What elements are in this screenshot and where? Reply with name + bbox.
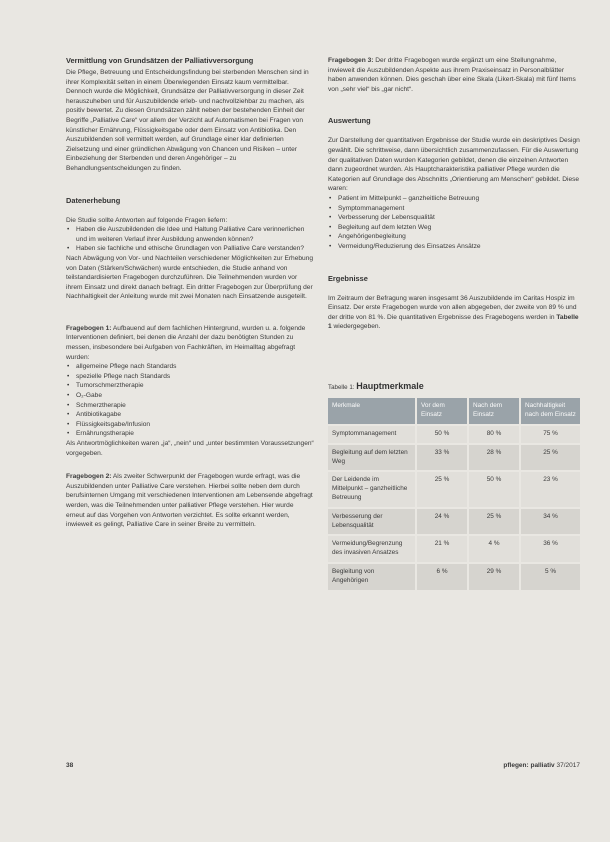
list-item: • Tumorschmerztherapie: [66, 381, 314, 391]
table-row: [328, 535, 580, 563]
table-cell: 5 %: [520, 563, 580, 590]
list-item: • Ernährungstherapie: [66, 429, 314, 439]
list-item: • Haben die Auszubildenden die Idee und Haltung Palliative Care verinnerlichen und im weiteren Verlauf ihrer Ausbildung anwenden können?: [66, 225, 314, 244]
paragraph: Die Pflege, Betreuung und Entscheidungsfindung bei sterbenden Menschen sind in ihrer Komplexität selten in einem Überwiegenden Einsatz kaum vermittelbar. Dennoch wurde die Möglichkeit, Grundsätze der Palliativversorgung in dieser Zeit herauszuheben und für Auszubildende erleb- und nachvollziehbar zu machen, als positiv bewertet. Zu diesen Grundsätzen zählt neben der bestehenden Einheit der Begriffe „Palliative Care“ vor allem der Verzicht auf Automatismen bei Fragen von künstlicher Ernährung, Flüssigkeitsgabe oder dem Einsatz von Antibiotika. Den Auszubildenden soll vermittelt werden, auf Grundlage einer klar definierten Zielsetzung und einer gründlichen Abwägung von Chancen und Risiken – unter Einbeziehung der Sterbenden und deren Angehöriger – zu Behandlungsentscheidungen zu finden.: [66, 69, 309, 172]
list-item: • spezielle Pflege nach Standards: [66, 372, 314, 382]
table-cell: 33 %: [416, 444, 468, 472]
list-item: • Patient im Mittelpunkt – ganzheitliche Betreuung: [328, 194, 580, 204]
table-title: Hauptmerkmale: [356, 380, 424, 391]
paragraph: Zur Darstellung der quantitativen Ergebnisse der Studie wurde ein deskriptives Design gewählt. Die schrittweise, dann übersichtlich zusammenzufassen. Für die Auswertung der qualitativen Daten wurden Kategorien gebildet, denen die einzelnen Antworten dann zugeordnet wurden. Als Hauptcharakteristika palliativer Pflege wurden die Kategorien auf Grundlage des Abschnitts „Orientierung am Menschen“ gebildet. Diese waren:: [328, 137, 580, 193]
column-header: Nachhaltigkeit nach dem Einsatz: [520, 398, 580, 425]
table-cell: 80 %: [468, 425, 520, 444]
table-header-row: [328, 398, 580, 425]
paragraph: Die Studie sollte Antworten auf folgende Fragen liefern:: [66, 216, 228, 224]
table-cell: 75 %: [520, 425, 580, 444]
table-row: [328, 563, 580, 590]
table-cell: 36 %: [520, 535, 580, 563]
section-heading: Datenerhebung: [66, 195, 121, 205]
paragraph: Als Antwortmöglichkeiten waren „ja“, „nein“ und „unter bestimmten Voraussetzungen“ vorgegeben.: [66, 440, 314, 457]
paragraph: [66, 472, 314, 530]
left-column: [66, 56, 314, 530]
table-cell: 50 %: [468, 471, 520, 507]
list-item: • Angehörigenbegleitung: [328, 232, 580, 242]
list-item: • Antibiotikagabe: [66, 410, 314, 420]
section-heading: Ergebnisse: [328, 273, 368, 283]
bullet-list: [66, 225, 314, 254]
paragraph: Nach Abwägung von Vor- und Nachteilen verschiedener Möglichkeiten zur Erhebung von Daten (Stärken/Schwächen) wurde entschieden, die Studie anhand von teilstandardisierten Fragebogen durchzuführen. Die Teilnehmenden wurden vor ihrem Einsatz und direkt danach befragt. Ein dritter Fragebogen zur Überprüfung der Nachhaltigkeit der Anleitung wurde mit zwei Monaten nach Einsatzende ausgeteilt.: [66, 254, 314, 301]
table-caption: [328, 382, 580, 393]
list-item: • Vermeidung/Reduzierung des Einsatzes Ansätze: [328, 242, 580, 252]
paragraph: [66, 324, 314, 362]
table-cell: 21 %: [416, 535, 468, 563]
paragraph-lead: Fragebogen 3:: [328, 57, 374, 64]
table-cell: 25 %: [520, 444, 580, 472]
list-item: • Symptommanagement: [328, 204, 580, 214]
list-item: • Flüssigkeitsgabe/Infusion: [66, 420, 314, 430]
paragraph-body: wiedergegeben.: [331, 323, 381, 331]
page-number: 38: [66, 762, 74, 769]
table-cell: 25 %: [468, 508, 520, 536]
paragraph-lead: Fragebogen 2:: [66, 473, 112, 481]
list-item: • Schmerztherapie: [66, 401, 314, 411]
list-item: • Verbesserung der Lebensqualität: [328, 213, 580, 223]
table-cell: 24 %: [416, 508, 468, 536]
right-column: [328, 56, 580, 590]
table-cell: Vermeidung/Begrenzung des invasiven Ansatzes: [328, 535, 416, 563]
table-cell: 6 %: [416, 563, 468, 590]
table-cell: Begleitung von Angehörigen: [328, 563, 416, 590]
results-table: [328, 398, 580, 589]
table-cell: 50 %: [416, 425, 468, 444]
column-header: Nach dem Einsatz: [468, 398, 520, 425]
table-row: [328, 471, 580, 507]
paragraph-lead: Fragebogen 1:: [66, 324, 112, 332]
table-cell: Symptommanagement: [328, 425, 416, 444]
table-row: [328, 444, 580, 472]
table-cell: 4 %: [468, 535, 520, 563]
section-heading: Vermittlung von Grundsätzen der Palliativversorgung: [66, 56, 254, 65]
magazine-issue: 37/2017: [554, 762, 580, 769]
list-item: • Begleitung auf dem letzten Weg: [328, 223, 580, 233]
table-cell: 28 %: [468, 444, 520, 472]
table-cell: 34 %: [520, 508, 580, 536]
paragraph-body: Im Zeitraum der Befragung waren insgesamt 36 Auszubildende im Caritas Hospiz im Einsatz. Der erste Fragebogen wurde von allen abgegeben, der zweite von 89 % und der dritte von 81 %. Die quantitativen Ergebnisse des Fragebogens werden in: [328, 294, 577, 321]
paragraph-body: Aufbauend auf dem fachlichen Hintergrund, wurden u. a. folgende Interventionen definiert, bei denen die Anzahl der dazu benötigten Stunden zu messen, insbesondere bei Aufgaben von Fachkräften, im Heimalltag abgefragt wurden:: [66, 324, 306, 361]
table-reference: Tabelle 1: [328, 313, 579, 331]
paragraph-body: Als zweiter Schwerpunkt der Fragebogen wurde erfragt, was die Auszubildenden unter Palliative Care verstehen. Hierbei sollte neben dem durch berufsinternen Umgang mit verschiedenen Interventionen am Lebensende abgefragt werden, was die Teilnehmenden unter palliativer Pflege verstehen. Hier wurde erneut auf das Vorgehen von Antworten verzichtet. Es sollte erkannt werden, inwieweit es gelingt, Palliative Care in seiner Breite zu vermitteln.: [66, 473, 313, 529]
table-cell: 25 %: [416, 471, 468, 507]
table-cell: Begleitung auf dem letzten Weg: [328, 444, 416, 472]
table-cell: 23 %: [520, 471, 580, 507]
paragraph-body: Der dritte Fragebogen wurde ergänzt um eine Stellungnahme, inwieweit die Auszubildenden Aspekte aus ihrem Praxiseinsatz in Personalblätter haben anwenden können. Dies geschah über eine Skala (Likert-Skala) mit fünf Items von „sehr viel“ bis „gar nicht“.: [328, 57, 576, 93]
table-label: Tabelle 1:: [328, 383, 355, 391]
bullet-list: [328, 194, 580, 252]
magazine-name: [503, 762, 580, 769]
table-row: [328, 425, 580, 444]
table-cell: Der Leidende im Mittelpunkt – ganzheitliche Betreuung: [328, 471, 416, 507]
table-cell: Verbesserung der Lebensqualität: [328, 508, 416, 536]
list-item: • Haben sie fachliche und ethische Grundlagen von Palliative Care verstanden?: [66, 244, 314, 254]
paragraph: [328, 294, 580, 332]
list-item: • allgemeine Pflege nach Standards: [66, 362, 314, 372]
table-cell: 29 %: [468, 563, 520, 590]
paragraph: [328, 56, 580, 94]
column-header: Merkmale: [328, 398, 416, 425]
magazine-title: pflegen: palliativ: [503, 762, 555, 769]
table-row: [328, 508, 580, 536]
bullet-list: [66, 362, 314, 439]
list-item: • O₂-Gabe: [66, 391, 314, 401]
column-header: Vor dem Einsatz: [416, 398, 468, 425]
section-heading: Auswertung: [328, 116, 371, 126]
